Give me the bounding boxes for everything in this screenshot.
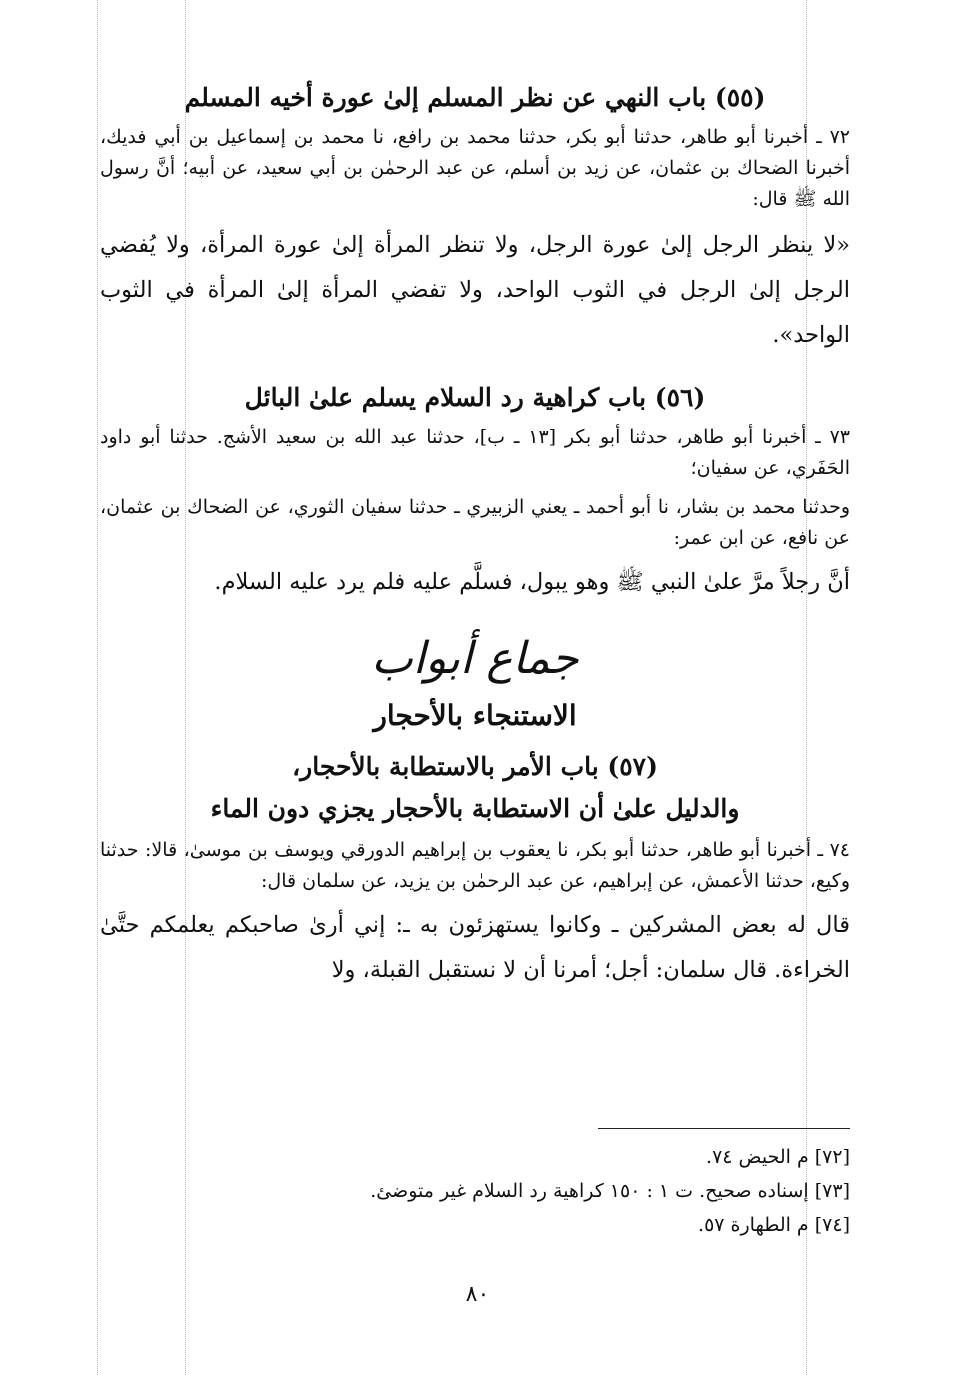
section-56-heading: (٥٦) باب كراهية رد السلام يسلم علىٰ البائل <box>244 383 706 412</box>
section-55-heading: (٥٥) باب النهي عن نظر المسلم إلىٰ عورة أخيه المسلم <box>184 83 766 112</box>
hadith-72-chain: ٧٢ ـ أخبرنا أبو طاهر، حدثنا أبو بكر، حدثنا محمد بن رافع، نا محمد بن إسماعيل بن أبي فديك، أخبرنا الضحاك بن عثمان، عن زيد بن أسلم، عن عبد الرحمٰن بن أبي سعيد، عن أبيه؛ أنَّ رسول الله ﷺ قال: <box>100 126 850 210</box>
section-57-heading: (٥٧) باب الأمر بالاستطابة بالأحجار، <box>292 752 658 781</box>
main-text <box>100 80 850 993</box>
footnote-separator <box>598 1128 850 1129</box>
margin-guide-left <box>97 0 98 1375</box>
footnote-74: [٧٤] م الطهارة ٥٧. <box>698 1214 850 1236</box>
hadith-73-text: أنَّ رجلاً مرَّ علىٰ النبي ﷺ وهو يبول، فسلَّم عليه فلم يرد عليه السلام. <box>214 569 850 595</box>
hadith-72-text: «لا ينظر الرجل إلىٰ عورة الرجل، ولا تنظر المرأة إلىٰ عورة المرأة، ولا يُفضي الرجل إلىٰ الرجل في الثوب الواحد، ولا تفضي المرأة إلىٰ المرأة في الثوب الواحد». <box>100 232 850 348</box>
chapter-calligraphy: جماع أبواب <box>371 633 579 684</box>
hadith-74-chain: ٧٤ ـ أخبرنا أبو طاهر، حدثنا أبو بكر، نا يعقوب بن إبراهيم الدورقي ويوسف بن موسىٰ، قالا: حدثنا وكيع، حدثنا الأعمش، عن إبراهيم، عن عبد الرحمٰن بن يزيد، عن سلمان قال: <box>100 839 850 892</box>
hadith-74-text: قال له بعض المشركين ـ وكانوا يستهزئون به ـ: إني أرىٰ صاحبكم يعلمكم حتَّىٰ الخراءة. قال سلمان: أجل؛ أمرنا أن لا نستقبل القبلة، ولا <box>100 912 850 983</box>
section-57-subheading: والدليل علىٰ أن الاستطابة بالأحجار يجزي دون الماء <box>210 794 740 823</box>
hadith-73-chain-second: وحدثنا محمد بن بشار، نا أبو أحمد ـ يعني الزبيري ـ حدثنا سفيان الثوري، عن الضحاك بن عثمان، عن نافع، عن ابن عمر: <box>100 496 850 549</box>
hadith-73-chain: ٧٣ ـ أخبرنا أبو طاهر، حدثنا أبو بكر [١٣ ـ ب]، حدثنا عبد الله بن سعيد الأشج. حدثنا أبو داود الحَفَري، عن سفيان؛ <box>100 426 850 479</box>
footnotes <box>280 1140 850 1242</box>
footnote-72: [٧٢] م الحيض ٧٤. <box>706 1146 850 1168</box>
page-number: ٨٠ <box>465 1282 490 1307</box>
footnote-73: [٧٣] إسناده صحيح. ت ١ : ١٥٠ كراهية رد السلام غير متوضئ. <box>370 1180 850 1202</box>
chapter-title: الاستنجاء بالأحجار <box>373 699 577 732</box>
